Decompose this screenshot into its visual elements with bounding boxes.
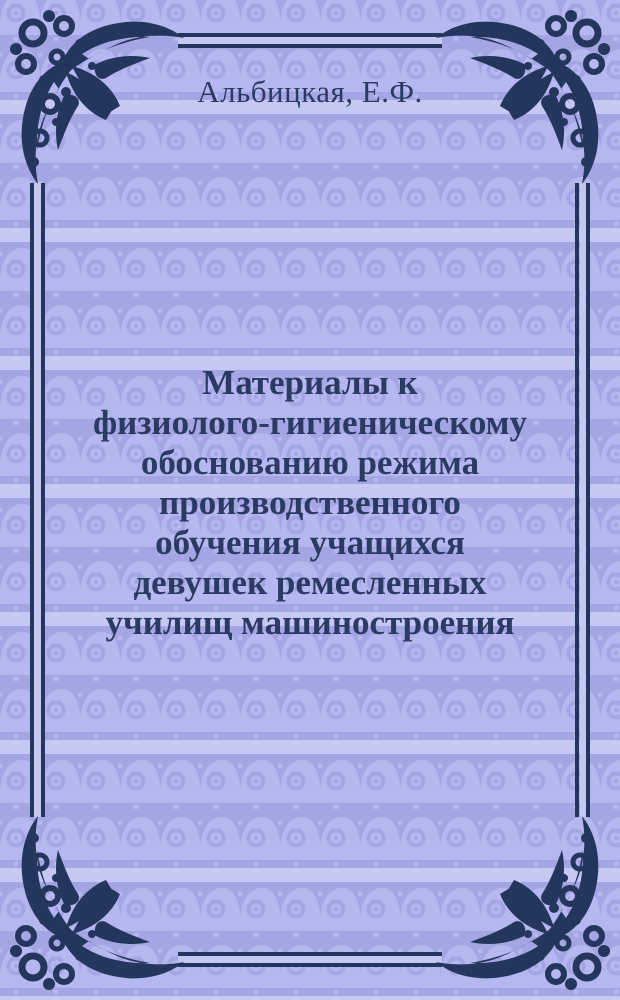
title-line: физиолого-гигиеническому — [92, 403, 528, 442]
title-line: обучения учащихся — [155, 523, 465, 562]
corner-ornament-bottom-left — [10, 816, 184, 990]
title-line: девушек ремесленных — [133, 563, 487, 602]
title-line: обоснованию режима — [140, 443, 480, 482]
title-line: училищ машиностроения — [105, 603, 515, 642]
title-line: производственного — [159, 483, 461, 522]
book-title — [0, 363, 620, 643]
corner-ornament-bottom-right — [436, 816, 610, 990]
author-name: Альбицкая, Е.Ф. — [197, 74, 423, 109]
title-line: Материалы к — [202, 363, 418, 402]
